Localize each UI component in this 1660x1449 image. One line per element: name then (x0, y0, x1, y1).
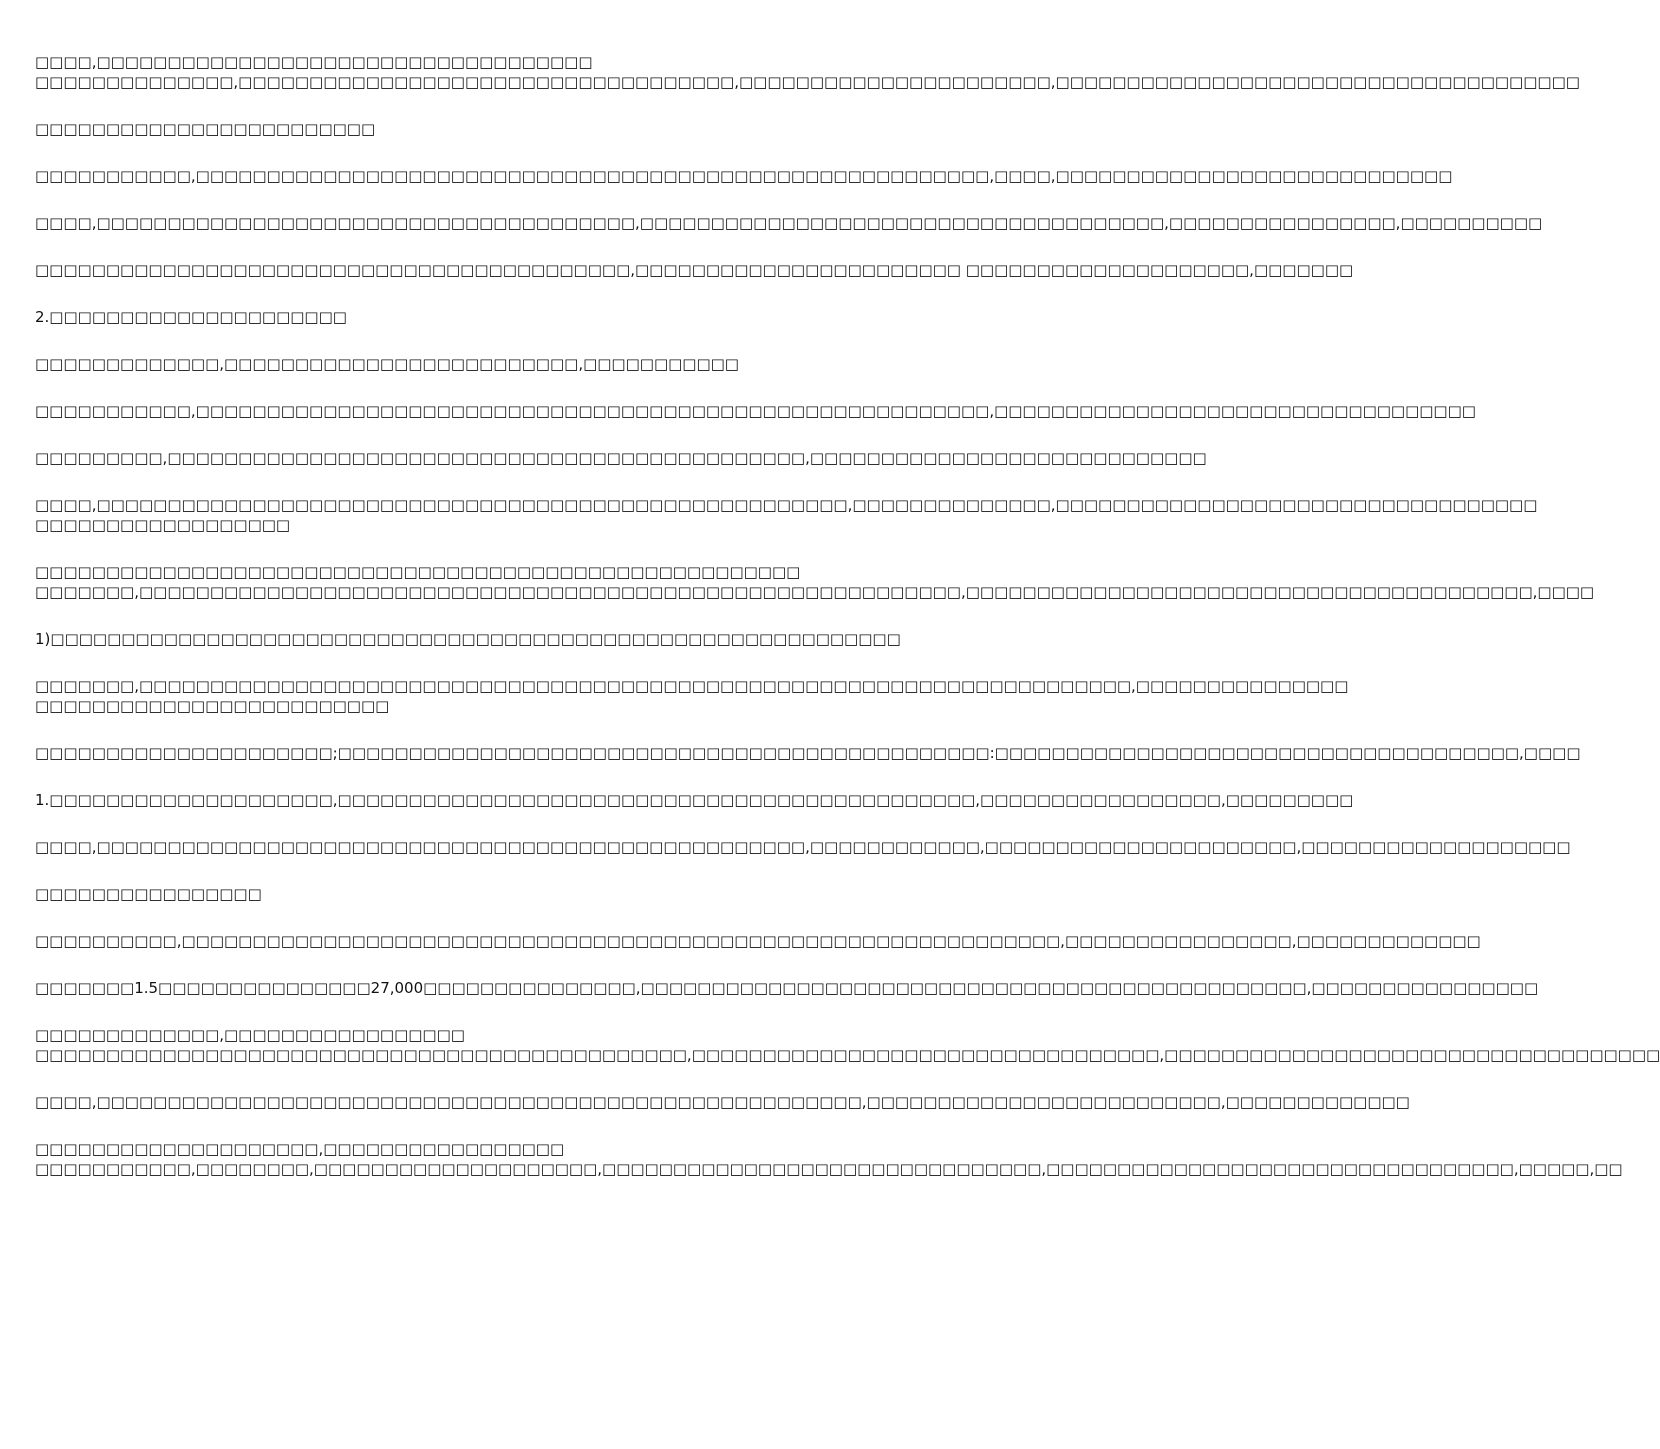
paragraph (35, 448, 1207, 468)
document-body (35, 52, 1660, 1206)
paragraph-line: □□□□□□□□□,□□□□□□□□□□□□□□□□□□□□□□□□□□□□□□□□□□□□□□□□□□□□□,□□□□□□□□□□□□□□□□□□□□□□□□□□□□ (35, 449, 1207, 467)
paragraph (35, 837, 1571, 857)
paragraph (35, 354, 990, 374)
paragraph (35, 931, 1481, 951)
paragraph-line: □□□□□□□□□□□□□,□□□□□□□□□□□□□□□□□□□□□□□□□,□□□□□□□□□□□ (35, 355, 739, 373)
paragraph (35, 260, 1354, 280)
paragraph-line: □□□□□□□□□□□□□□□□□□ (35, 516, 291, 534)
paragraph (35, 790, 1354, 810)
paragraph-line: □□□□□□□□□□□,□□□□□□□□□□□□□□□□□□□□□□□□□□□□□□□□□□□□□□□□□□□□□□□□□□□□□□□□,□□□□□□□□□□□□□□□□□□□□□□□□□□□□□□□□□□ (35, 402, 1476, 420)
paragraph-line: 1.□□□□□□□□□□□□□□□□□□□□,□□□□□□□□□□□□□□□□□□□□□□□□□□□□□□□□□□□□□□□□□□□□□,□□□□□□□□□□□□□□□□□,□□□□□□□□□ (35, 791, 1354, 809)
paragraph (35, 562, 1595, 602)
paragraph (35, 166, 1453, 186)
paragraph (35, 119, 990, 139)
paragraph-line: □□□□,□□□□□□□□□□□□□□□□□□□□□□□□□□□□□□□□□□□□□□□□□□□□□□□□□□□□□,□□□□□□□□□□□□□□,□□□□□□□□□□□□□□□□□□□□□□□□□□□□□□□□□□ (35, 496, 1538, 514)
paragraph (35, 1139, 1623, 1179)
paragraph-line: □□□□□□□□□□□□□□,□□□□□□□□□□□□□□□□□□□□□□□□□□□□□□□□□□□,□□□□□□□□□□□□□□□□□□□□□□,□□□□□□□□□□□□□□□□□□□□□□□□□□□□□□□□□□□□□ (35, 73, 1580, 91)
paragraph-line: □□□□,□□□□□□□□□□□□□□□□□□□□□□□□□□□□□□□□□□□ (35, 53, 593, 71)
paragraph-line: □□□□□□□,□□□□□□□□□□□□□□□□□□□□□□□□□□□□□□□□□□□□□□□□□□□□□□□□□□□□□□□□□□,□□□□□□□□□□□□□□□□□□□□□□□□□□□□□□□□□□□□□□□□,□□□□ (35, 583, 1595, 601)
paragraph-line: □□□□□□□□□□□□□□□□□□□□□;□□□□□□□□□□□□□□□□□□□□□□□□□□□□□□□□□□□□□□□□□□□□□□:□□□□□□□□□□□□□□□□□□□□□□□□□□□□□□□□□□□□□,□□□□ (35, 744, 1581, 762)
paragraph-line: 1)□□□□□□□□□□□□□□□□□□□□□□□□□□□□□□□□□□□□□□□□□□□□□□□□□□□□□□□□□□□□ (35, 630, 901, 648)
paragraph-line: □□□□□□□□□□□□□□□□□□□□□□□□□□□□□□□□□□□□□□□□□□□□□□□□□□□□□□ (35, 563, 801, 581)
paragraph (35, 213, 1543, 233)
paragraph (35, 495, 1538, 535)
paragraph-line: □□□□□□□□□□□,□□□□□□□□,□□□□□□□□□□□□□□□□□□□□,□□□□□□□□□□□□□□□□□□□□□□□□□□□□□□□,□□□□□□□□□□□□□□□□□□□□□□□□□□□□□□□□□,□□□□□,□□ (35, 1160, 1623, 1178)
paragraph (35, 629, 990, 649)
paragraph (35, 1025, 1660, 1065)
paragraph (35, 1092, 1410, 1112)
paragraph (35, 884, 990, 904)
paragraph (35, 978, 1539, 998)
paragraph-line: □□□□,□□□□□□□□□□□□□□□□□□□□□□□□□□□□□□□□□□□□□□,□□□□□□□□□□□□□□□□□□□□□□□□□□□□□□□□□□□□□,□□□□□□□□□□□□□□□□,□□□□□□□□□□ (35, 214, 1543, 232)
paragraph-line: □□□□□□□□□□□□□□□□ (35, 885, 262, 903)
paragraph-line: □□□□□□□□□□□□□□□□□□□□,□□□□□□□□□□□□□□□□□ (35, 1140, 565, 1158)
paragraph (35, 307, 990, 327)
paragraph (35, 743, 1581, 763)
paragraph-line: □□□□□□□□□□□□□□□□□□□□□□□□□ (35, 697, 390, 715)
paragraph (35, 52, 1580, 92)
paragraph-line: □□□□,□□□□□□□□□□□□□□□□□□□□□□□□□□□□□□□□□□□□□□□□□□□□□□□□□□,□□□□□□□□□□□□,□□□□□□□□□□□□□□□□□□□□□□,□□□□□□□□□□□□□□□□□□□ (35, 838, 1571, 856)
paragraph-line: □□□□□□□□□□□□□□□□□□□□□□□□ (35, 120, 376, 138)
paragraph-line: □□□□□□□□□□□□□□□□□□□□□□□□□□□□□□□□□□□□□□□□□□□□□□,□□□□□□□□□□□□□□□□□□□□□□□□□□□□□□□□□,□□□□□□□□□□□□□□□□□□□□□□□□□□□□□□□□□□□ (35, 1046, 1660, 1064)
paragraph-line: □□□□□□□□□□□,□□□□□□□□□□□□□□□□□□□□□□□□□□□□□□□□□□□□□□□□□□□□□□□□□□□□□□□□,□□□□,□□□□□□□□□□□□□□□□□□□□□□□□□□□□ (35, 167, 1453, 185)
paragraph-line: □□□□□□□1.5□□□□□□□□□□□□□□□27,000□□□□□□□□□□□□□□□,□□□□□□□□□□□□□□□□□□□□□□□□□□□□□□□□□□□□□□□□□□□□□□□,□□□□□□□□□□□□□□□□ (35, 979, 1539, 997)
paragraph-line: □□□□□□□,□□□□□□□□□□□□□□□□□□□□□□□□□□□□□□□□□□□□□□□□□□□□□□□□□□□□□□□□□□□□□□□□□□□□□□,□□□□□□□□□□□□□□□ (35, 677, 1349, 695)
paragraph-line: □□□□□□□□□□□□□□□□□□□□□□□□□□□□□□□□□□□□□□□□□□,□□□□□□□□□□□□□□□□□□□□□□□ □□□□□□□□□□□□□□□□□□□□,□□□□□□□ (35, 261, 1354, 279)
paragraph-line: □□□□□□□□□□,□□□□□□□□□□□□□□□□□□□□□□□□□□□□□□□□□□□□□□□□□□□□□□□□□□□□□□□□□□□□□□,□□□□□□□□□□□□□□□□,□□□□□□□□□□□□□ (35, 932, 1481, 950)
paragraph-line: □□□□,□□□□□□□□□□□□□□□□□□□□□□□□□□□□□□□□□□□□□□□□□□□□□□□□□□□□□□,□□□□□□□□□□□□□□□□□□□□□□□□□,□□□□□□□□□□□□□ (35, 1093, 1410, 1111)
paragraph (35, 401, 1476, 421)
paragraph-line: 2.□□□□□□□□□□□□□□□□□□□□□ (35, 308, 347, 326)
paragraph-line: □□□□□□□□□□□□□,□□□□□□□□□□□□□□□□□ (35, 1026, 465, 1044)
paragraph (35, 676, 1349, 716)
